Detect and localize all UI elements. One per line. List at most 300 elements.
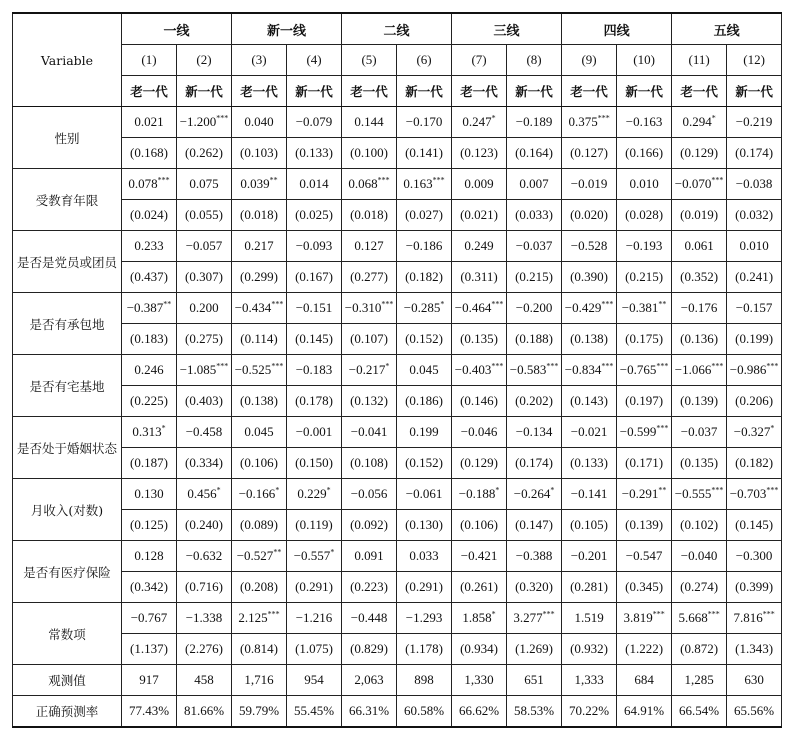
standard-error-cell: (0.342)	[122, 572, 177, 603]
observation-count-cell: 630	[727, 665, 782, 696]
coefficient-cell	[177, 293, 232, 324]
coefficient-cell	[122, 479, 177, 510]
coefficient-cell	[287, 603, 342, 634]
coefficient-cell	[452, 541, 507, 572]
standard-error-cell: (0.175)	[617, 324, 672, 355]
generation-header: 老一代	[342, 76, 397, 107]
accuracy-cell: 81.66%	[177, 696, 232, 728]
coefficient-value: 0.091	[354, 548, 384, 563]
observation-count-cell: 954	[287, 665, 342, 696]
standard-error-cell: (0.437)	[122, 262, 177, 293]
accuracy-cell: 77.43%	[122, 696, 177, 728]
standard-error-cell: (0.174)	[507, 448, 562, 479]
coefficient-cell	[562, 417, 617, 448]
coefficient-cell	[727, 479, 782, 510]
coefficient-value: 0.014	[299, 176, 329, 191]
standard-error-row	[13, 386, 782, 417]
standard-error-row	[13, 572, 782, 603]
significance-stars: ***	[762, 609, 775, 619]
standard-error-cell: (1.178)	[397, 634, 452, 665]
coefficient-row	[13, 541, 782, 572]
coefficient-value: −0.525	[234, 362, 272, 377]
coefficient-cell	[452, 417, 507, 448]
standard-error-cell: (0.033)	[507, 200, 562, 231]
row-label: 月收入(对数)	[13, 479, 122, 541]
coefficient-value: −0.057	[185, 238, 223, 253]
coefficient-cell	[562, 541, 617, 572]
standard-error-cell: (0.199)	[727, 324, 782, 355]
coefficient-cell	[177, 107, 232, 138]
group-header-row	[13, 13, 782, 45]
coefficient-cell	[177, 231, 232, 262]
coefficient-cell	[342, 293, 397, 324]
significance-stars: *	[161, 423, 166, 433]
coefficient-value: 0.078	[128, 176, 158, 191]
coefficient-value: 0.294	[682, 114, 712, 129]
standard-error-cell: (0.814)	[232, 634, 287, 665]
significance-stars: **	[269, 175, 278, 185]
coefficient-value: −0.310	[344, 300, 382, 315]
standard-error-cell: (0.143)	[562, 386, 617, 417]
standard-error-row	[13, 262, 782, 293]
coefficient-value: −0.079	[295, 114, 333, 129]
coefficient-cell	[727, 107, 782, 138]
accuracy-cell: 66.62%	[452, 696, 507, 728]
row-label: 是否有承包地	[13, 293, 122, 355]
row-label: 正确预测率	[13, 696, 122, 728]
coefficient-value: −0.166	[238, 486, 276, 501]
coefficient-cell	[452, 293, 507, 324]
coefficient-value: −0.381	[621, 300, 659, 315]
coefficient-value: 0.200	[189, 300, 219, 315]
observation-count-cell: 458	[177, 665, 232, 696]
standard-error-cell: (1.343)	[727, 634, 782, 665]
significance-stars: ***	[157, 175, 170, 185]
coefficient-value: −0.703	[729, 486, 767, 501]
significance-stars: *	[711, 113, 716, 123]
row-label: 性别	[13, 107, 122, 169]
coefficient-value: −0.193	[625, 238, 663, 253]
coefficient-value: −0.291	[621, 486, 659, 501]
standard-error-cell: (0.123)	[452, 138, 507, 169]
coefficient-value: −0.163	[625, 114, 663, 129]
coefficient-value: −0.188	[458, 486, 496, 501]
standard-error-cell: (0.241)	[727, 262, 782, 293]
significance-stars: *	[330, 547, 335, 557]
coefficient-value: 0.033	[409, 548, 439, 563]
coefficient-value: −1.200	[179, 114, 217, 129]
accuracy-cell: 59.79%	[232, 696, 287, 728]
observation-count-cell: 917	[122, 665, 177, 696]
standard-error-cell: (0.197)	[617, 386, 672, 417]
prediction-accuracy-row	[13, 696, 782, 728]
significance-stars: ***	[597, 113, 610, 123]
column-number: (8)	[507, 45, 562, 76]
observation-count-cell: 1,333	[562, 665, 617, 696]
coefficient-value: 0.045	[244, 424, 274, 439]
generation-header: 新一代	[177, 76, 232, 107]
column-number: (7)	[452, 45, 507, 76]
standard-error-cell: (0.223)	[342, 572, 397, 603]
coefficient-cell	[122, 293, 177, 324]
coefficient-value: −0.555	[674, 486, 712, 501]
standard-error-cell: (0.020)	[562, 200, 617, 231]
coefficient-cell	[122, 231, 177, 262]
standard-error-cell: (0.932)	[562, 634, 617, 665]
generation-header: 老一代	[232, 76, 287, 107]
standard-error-cell: (0.141)	[397, 138, 452, 169]
coefficient-cell	[507, 417, 562, 448]
coefficient-cell	[232, 107, 287, 138]
standard-error-cell: (0.147)	[507, 510, 562, 541]
coefficient-value: −0.986	[729, 362, 767, 377]
standard-error-cell: (0.403)	[177, 386, 232, 417]
standard-error-cell: (0.021)	[452, 200, 507, 231]
coefficient-cell	[562, 355, 617, 386]
generation-header: 老一代	[122, 76, 177, 107]
coefficient-row	[13, 417, 782, 448]
column-number: (1)	[122, 45, 177, 76]
coefficient-value: −0.327	[733, 424, 771, 439]
standard-error-cell: (0.018)	[232, 200, 287, 231]
standard-error-cell: (0.092)	[342, 510, 397, 541]
row-label: 是否有宅基地	[13, 355, 122, 417]
generation-header: 新一代	[397, 76, 452, 107]
significance-stars: *	[216, 485, 221, 495]
coefficient-row	[13, 479, 782, 510]
standard-error-cell: (0.829)	[342, 634, 397, 665]
standard-error-cell: (0.208)	[232, 572, 287, 603]
standard-error-cell: (0.027)	[397, 200, 452, 231]
standard-error-cell: (0.135)	[452, 324, 507, 355]
coefficient-value: −0.557	[293, 548, 331, 563]
standard-error-cell: (0.182)	[727, 448, 782, 479]
coefficient-value: −0.061	[405, 486, 443, 501]
standard-error-cell: (0.274)	[672, 572, 727, 603]
coefficient-value: −0.264	[513, 486, 551, 501]
standard-error-cell: (0.130)	[397, 510, 452, 541]
coefficient-cell	[287, 293, 342, 324]
standard-error-row	[13, 510, 782, 541]
coefficient-cell	[232, 231, 287, 262]
standard-error-cell: (0.136)	[672, 324, 727, 355]
standard-error-cell: (0.024)	[122, 200, 177, 231]
coefficient-cell	[727, 293, 782, 324]
standard-error-cell: (0.320)	[507, 572, 562, 603]
coefficient-cell	[342, 479, 397, 510]
accuracy-cell: 66.31%	[342, 696, 397, 728]
standard-error-cell: (0.152)	[397, 324, 452, 355]
group-header: 新一线	[232, 13, 342, 45]
coefficient-value: −0.041	[350, 424, 388, 439]
standard-error-cell: (1.222)	[617, 634, 672, 665]
standard-error-row	[13, 324, 782, 355]
coefficient-value: −0.046	[460, 424, 498, 439]
standard-error-cell: (0.106)	[452, 510, 507, 541]
standard-error-cell: (0.055)	[177, 200, 232, 231]
standard-error-cell: (1.137)	[122, 634, 177, 665]
significance-stars: *	[275, 485, 280, 495]
standard-error-cell: (0.133)	[562, 448, 617, 479]
accuracy-cell: 66.54%	[672, 696, 727, 728]
observation-count-cell: 1,330	[452, 665, 507, 696]
coefficient-row	[13, 231, 782, 262]
coefficient-cell	[177, 541, 232, 572]
coefficient-cell	[397, 231, 452, 262]
coefficient-cell	[287, 169, 342, 200]
group-header: 三线	[452, 13, 562, 45]
significance-stars: ***	[377, 175, 390, 185]
standard-error-cell: (0.187)	[122, 448, 177, 479]
standard-error-row	[13, 448, 782, 479]
coefficient-value: −0.434	[234, 300, 272, 315]
standard-error-cell: (0.206)	[727, 386, 782, 417]
significance-stars: **	[658, 485, 667, 495]
coefficient-value: 0.061	[684, 238, 714, 253]
row-label: 是否是党员或团员	[13, 231, 122, 293]
significance-stars: ***	[766, 361, 779, 371]
regression-table	[12, 12, 782, 728]
standard-error-cell: (0.102)	[672, 510, 727, 541]
coefficient-cell	[287, 541, 342, 572]
standard-error-cell: (0.129)	[672, 138, 727, 169]
coefficient-value: −0.632	[185, 548, 223, 563]
standard-error-cell: (0.114)	[232, 324, 287, 355]
standard-error-cell: (0.146)	[452, 386, 507, 417]
coefficient-value: 0.068	[348, 176, 378, 191]
coefficient-row	[13, 107, 782, 138]
coefficient-cell	[617, 541, 672, 572]
group-header: 四线	[562, 13, 672, 45]
coefficient-value: −1.066	[674, 362, 712, 377]
coefficient-value: 0.375	[568, 114, 598, 129]
coefficient-cell	[177, 355, 232, 386]
coefficient-value: −0.765	[619, 362, 657, 377]
coefficient-cell	[507, 541, 562, 572]
coefficient-value: 0.144	[354, 114, 384, 129]
coefficient-value: −0.547	[625, 548, 663, 563]
coefficient-cell	[122, 107, 177, 138]
coefficient-value: −1.216	[295, 610, 333, 625]
coefficient-cell	[397, 169, 452, 200]
standard-error-cell: (0.103)	[232, 138, 287, 169]
coefficient-cell	[342, 107, 397, 138]
standard-error-row	[13, 200, 782, 231]
coefficient-cell	[397, 417, 452, 448]
standard-error-cell: (0.119)	[287, 510, 342, 541]
coefficient-value: 0.007	[519, 176, 549, 191]
coefficient-cell	[672, 231, 727, 262]
coefficient-cell	[452, 231, 507, 262]
standard-error-cell: (0.105)	[562, 510, 617, 541]
standard-error-cell: (0.132)	[342, 386, 397, 417]
coefficient-value: 1.519	[574, 610, 604, 625]
standard-error-cell: (0.108)	[342, 448, 397, 479]
significance-stars: ***	[711, 175, 724, 185]
standard-error-cell: (0.138)	[562, 324, 617, 355]
coefficient-value: 0.456	[187, 486, 217, 501]
significance-stars: ***	[601, 299, 614, 309]
coefficient-value: 5.668	[678, 610, 708, 625]
coefficient-cell	[672, 479, 727, 510]
standard-error-cell: (0.135)	[672, 448, 727, 479]
coefficient-value: 0.009	[464, 176, 494, 191]
standard-error-cell: (0.311)	[452, 262, 507, 293]
observation-count-cell: 2,063	[342, 665, 397, 696]
coefficient-value: 0.163	[403, 176, 433, 191]
coefficient-cell	[672, 417, 727, 448]
coefficient-cell	[287, 479, 342, 510]
observations-row	[13, 665, 782, 696]
coefficient-value: −0.134	[515, 424, 553, 439]
significance-stars: ***	[652, 609, 665, 619]
coefficient-cell	[727, 603, 782, 634]
coefficient-value: −0.388	[515, 548, 553, 563]
standard-error-cell: (0.352)	[672, 262, 727, 293]
coefficient-cell	[672, 603, 727, 634]
standard-error-cell: (0.129)	[452, 448, 507, 479]
significance-stars: ***	[491, 299, 504, 309]
standard-error-row	[13, 634, 782, 665]
coefficient-cell	[617, 107, 672, 138]
coefficient-value: 2.125	[238, 610, 268, 625]
significance-stars: ***	[546, 361, 559, 371]
significance-stars: **	[163, 299, 172, 309]
coefficient-value: −1.085	[179, 362, 217, 377]
coefficient-value: 0.010	[629, 176, 659, 191]
coefficient-value: 0.039	[240, 176, 270, 191]
standard-error-cell: (0.107)	[342, 324, 397, 355]
standard-error-cell: (0.133)	[287, 138, 342, 169]
coefficient-cell	[727, 541, 782, 572]
coefficient-cell	[122, 169, 177, 200]
coefficient-cell	[562, 479, 617, 510]
coefficient-value: 0.045	[409, 362, 439, 377]
standard-error-cell: (0.178)	[287, 386, 342, 417]
coefficient-cell	[562, 169, 617, 200]
column-number: (3)	[232, 45, 287, 76]
coefficient-cell	[232, 541, 287, 572]
significance-stars: ***	[491, 361, 504, 371]
standard-error-cell: (0.032)	[727, 200, 782, 231]
coefficient-cell	[342, 603, 397, 634]
significance-stars: *	[495, 485, 500, 495]
standard-error-cell: (0.716)	[177, 572, 232, 603]
significance-stars: ***	[707, 609, 720, 619]
standard-error-cell: (0.299)	[232, 262, 287, 293]
coefficient-cell	[122, 417, 177, 448]
coefficient-value: −0.001	[295, 424, 333, 439]
coefficient-cell	[562, 603, 617, 634]
standard-error-cell: (0.164)	[507, 138, 562, 169]
coefficient-cell	[617, 417, 672, 448]
coefficient-cell	[452, 107, 507, 138]
row-label: 是否处于婚姻状态	[13, 417, 122, 479]
standard-error-cell: (0.225)	[122, 386, 177, 417]
coefficient-value: 0.246	[134, 362, 164, 377]
coefficient-value: 0.075	[189, 176, 219, 191]
standard-error-cell: (0.291)	[287, 572, 342, 603]
coefficient-cell	[617, 603, 672, 634]
coefficient-value: −0.217	[348, 362, 386, 377]
coefficient-cell	[342, 417, 397, 448]
coefficient-cell	[232, 603, 287, 634]
row-label: 常数项	[13, 603, 122, 665]
standard-error-cell: (0.145)	[287, 324, 342, 355]
group-header: 一线	[122, 13, 232, 45]
coefficient-value: −0.458	[185, 424, 223, 439]
generation-header: 老一代	[452, 76, 507, 107]
column-number: (4)	[287, 45, 342, 76]
significance-stars: *	[550, 485, 555, 495]
coefficient-value: 0.128	[134, 548, 164, 563]
coefficient-cell	[397, 355, 452, 386]
significance-stars: **	[658, 299, 667, 309]
coefficient-value: −0.421	[460, 548, 498, 563]
coefficient-cell	[287, 417, 342, 448]
coefficient-value: 0.229	[297, 486, 327, 501]
generation-header: 新一代	[287, 76, 342, 107]
standard-error-cell: (0.106)	[232, 448, 287, 479]
coefficient-cell	[672, 355, 727, 386]
coefficient-cell	[727, 355, 782, 386]
significance-stars: ***	[216, 113, 229, 123]
coefficient-value: 3.819	[623, 610, 653, 625]
coefficient-value: 0.247	[462, 114, 492, 129]
column-number: (5)	[342, 45, 397, 76]
coefficient-cell	[177, 603, 232, 634]
coefficient-cell	[452, 169, 507, 200]
generation-header: 新一代	[617, 76, 672, 107]
coefficient-cell	[232, 479, 287, 510]
column-number: (10)	[617, 45, 672, 76]
coefficient-value: −1.338	[185, 610, 223, 625]
coefficient-value: 0.249	[464, 238, 494, 253]
generation-row	[13, 76, 782, 107]
significance-stars: ***	[267, 609, 280, 619]
row-label: 观测值	[13, 665, 122, 696]
column-number: (12)	[727, 45, 782, 76]
standard-error-cell: (0.167)	[287, 262, 342, 293]
significance-stars: ***	[711, 361, 724, 371]
coefficient-value: −0.528	[570, 238, 608, 253]
observation-count-cell: 651	[507, 665, 562, 696]
coefficient-cell	[342, 355, 397, 386]
significance-stars: *	[491, 609, 496, 619]
standard-error-cell: (0.018)	[342, 200, 397, 231]
coefficient-value: −0.767	[130, 610, 168, 625]
coefficient-cell	[562, 231, 617, 262]
coefficient-value: −0.189	[515, 114, 553, 129]
coefficient-cell	[727, 169, 782, 200]
coefficient-value: −0.285	[403, 300, 441, 315]
accuracy-cell: 65.56%	[727, 696, 782, 728]
coefficient-cell	[287, 231, 342, 262]
standard-error-cell: (0.171)	[617, 448, 672, 479]
standard-error-cell: (0.174)	[727, 138, 782, 169]
coefficient-value: 1.858	[462, 610, 492, 625]
coefficient-value: 0.233	[134, 238, 164, 253]
column-number: (11)	[672, 45, 727, 76]
standard-error-cell: (0.277)	[342, 262, 397, 293]
coefficient-cell	[507, 355, 562, 386]
group-header: 二线	[342, 13, 452, 45]
coefficient-cell	[342, 231, 397, 262]
generation-header: 老一代	[562, 76, 617, 107]
coefficient-cell	[452, 355, 507, 386]
significance-stars: *	[440, 299, 445, 309]
row-label: 是否有医疗保险	[13, 541, 122, 603]
